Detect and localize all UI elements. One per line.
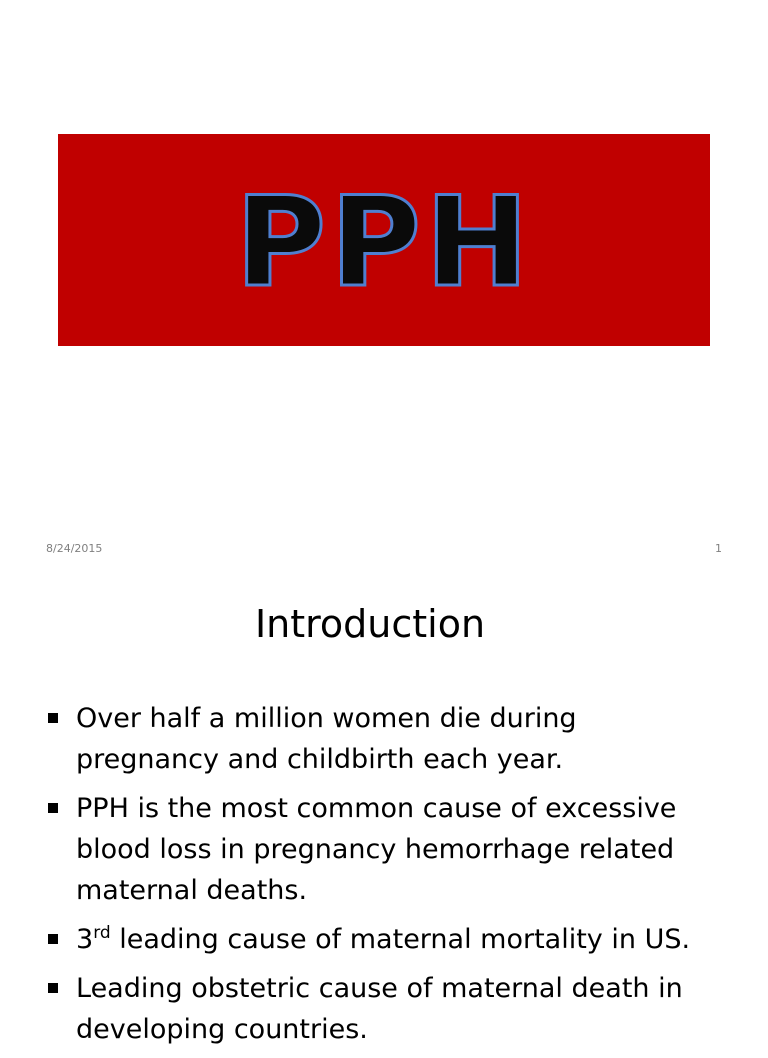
- bullet-text: PPH is the most common cause of excessive blood loss in pregnancy hemorrhage related maternal deaths.: [76, 793, 677, 906]
- list-item: [46, 788, 726, 911]
- slide-2: [0, 576, 768, 1045]
- footer-date: 8/24/2015: [46, 542, 103, 555]
- footer-page-number: 1: [715, 542, 722, 555]
- slide-1-title: PPH: [235, 171, 533, 315]
- list-item: [46, 698, 726, 780]
- bullet-text: Leading obstetric cause of maternal death in developing countries.: [76, 973, 683, 1045]
- square-bullet-icon: [48, 983, 58, 993]
- bullet-superscript: rd: [93, 923, 111, 943]
- square-bullet-icon: [48, 934, 58, 944]
- title-banner: [58, 134, 710, 346]
- square-bullet-icon: [48, 713, 58, 723]
- list-item: [46, 919, 726, 960]
- bullet-text: leading cause of maternal mortality in US.: [110, 924, 691, 955]
- square-bullet-icon: [48, 803, 58, 813]
- bullet-prefix: 3: [76, 924, 94, 955]
- bullet-text: Over half a million women die during pregnancy and childbirth each year.: [76, 703, 577, 775]
- bullet-list: [46, 698, 726, 1058]
- list-item: [46, 968, 726, 1050]
- slide-2-title: Introduction: [254, 602, 486, 646]
